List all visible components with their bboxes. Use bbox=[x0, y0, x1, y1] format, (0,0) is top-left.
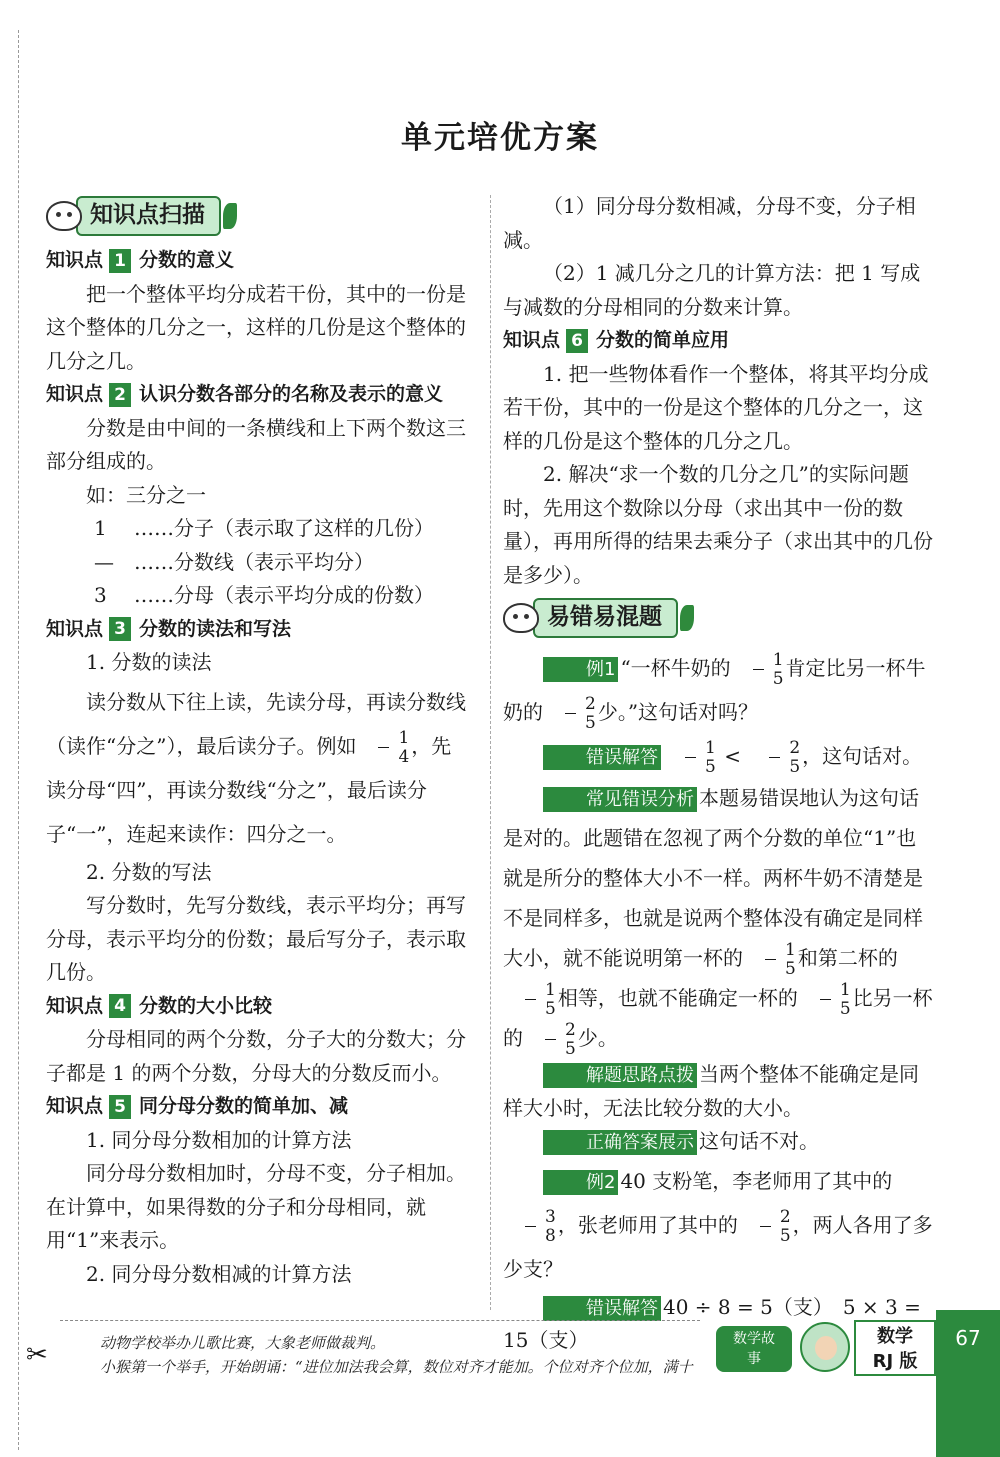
fraction-numerator: 1 bbox=[785, 940, 796, 960]
idea-tag: 解题思路点拨 bbox=[543, 1063, 697, 1088]
fraction-numerator: 1 bbox=[705, 738, 716, 758]
text: 相等，也就不能确定一杯的 bbox=[557, 986, 798, 1010]
paragraph: （2）1 减几分之几的计算方法：把 1 写成与减数的分母相同的分数来计算。 bbox=[503, 261, 921, 319]
text: ，张老师用了其中的 bbox=[557, 1212, 738, 1237]
paragraph: （1）同分母分数相减，分母不变，分子相减。 bbox=[503, 194, 916, 252]
page-number: 67 bbox=[936, 1310, 1000, 1457]
paragraph: 同分母分数相加时，分母不变，分子相加。在计算中，如果得数的分子和分母相同，就用“1”来表示。 bbox=[46, 1161, 466, 1252]
paragraph: 把一个整体平均分成若干份，其中的一份是这个整体的几分之一，这样的几份是这个整体的几分之几。 bbox=[46, 281, 466, 373]
cut-line bbox=[18, 30, 19, 1450]
correct-answer bbox=[503, 1125, 933, 1159]
fraction bbox=[505, 1208, 556, 1245]
avatar bbox=[800, 1322, 850, 1372]
fraction-denominator: 5 bbox=[839, 999, 851, 1019]
dog-face-icon bbox=[46, 201, 82, 231]
kp-prefix: 知识点 bbox=[46, 1095, 104, 1117]
fraction-numerator: 1 bbox=[398, 727, 410, 748]
subject-name: 数学 bbox=[877, 1326, 913, 1347]
text: 和第二杯的 bbox=[797, 946, 898, 970]
example-tag: 例1 bbox=[543, 657, 618, 682]
kp-prefix: 知识点 bbox=[46, 249, 104, 271]
text: 当两个整体不能确定是同样大小时，无法比较分数的大小。 bbox=[503, 1062, 919, 1120]
fraction bbox=[740, 1208, 791, 1245]
story-line-2: 小猴第一个举手，开始朗诵：“进位加法我会算，数位对齐才能加。个位对齐个位加，满十 bbox=[100, 1358, 693, 1376]
footer-rule bbox=[60, 1320, 700, 1321]
fraction bbox=[665, 739, 716, 776]
dog-face-icon bbox=[503, 603, 539, 633]
math-story-badge bbox=[716, 1326, 792, 1372]
less-than-sign: < bbox=[724, 744, 741, 768]
kp-title: 同分母分数的简单加、减 bbox=[139, 1095, 349, 1117]
section-badge-knowledge bbox=[46, 190, 471, 242]
fraction-numerator: 1 bbox=[839, 980, 851, 1000]
kp-number: 3 bbox=[109, 617, 131, 641]
kp-number: 6 bbox=[566, 329, 588, 353]
anno-text: ……分数线（表示平均分） bbox=[134, 549, 374, 574]
text: 这句话不对。 bbox=[699, 1129, 819, 1153]
scissors-icon: ✂ bbox=[26, 1340, 48, 1370]
paragraph: 2. 解决“求一个数的几分之几”的实际问题时，先用这个数除以分母（求出其中一份的数量），再用所得的结果去乘分子（求出其中的几份是多少）。 bbox=[503, 462, 933, 587]
fraction-numerator: 2 bbox=[779, 1206, 791, 1227]
fraction-denominator: 5 bbox=[585, 713, 596, 733]
kp-title: 分数的意义 bbox=[139, 249, 235, 271]
fraction-denominator: 5 bbox=[565, 1039, 576, 1059]
fraction-denominator: 5 bbox=[785, 959, 796, 979]
leaf-icon bbox=[223, 203, 237, 229]
text: ，两人各用了多少支？ bbox=[503, 1212, 933, 1281]
fraction-numerator: 1 bbox=[772, 650, 784, 670]
anno-symbol: 3 bbox=[94, 583, 107, 607]
text: 肯定比另一杯牛奶的 bbox=[503, 656, 926, 724]
fraction-denominator: 5 bbox=[789, 757, 801, 777]
subheading: 1. 同分母分数相加的计算方法 bbox=[86, 1127, 352, 1152]
knowledge-point-3 bbox=[46, 613, 471, 647]
fraction bbox=[545, 695, 596, 732]
wrong-answer-1 bbox=[503, 734, 933, 778]
column-divider bbox=[490, 195, 491, 1310]
kp-prefix: 知识点 bbox=[46, 617, 104, 640]
fraction bbox=[525, 1021, 576, 1058]
anno-text: ……分子（表示取了这样的几份） bbox=[134, 516, 434, 540]
anno-text: ……分母（表示平均分成的份数） bbox=[134, 583, 434, 607]
text: 比另一杯的 bbox=[503, 986, 933, 1050]
story-line-1: 动物学校举办儿歌比赛，大象老师做裁判。 bbox=[100, 1334, 386, 1352]
knowledge-point-2 bbox=[46, 378, 471, 412]
fraction bbox=[358, 729, 409, 766]
kp-prefix: 知识点 bbox=[46, 383, 104, 405]
fraction-numerator: 3 bbox=[545, 1206, 556, 1227]
text: 少。 bbox=[577, 1026, 618, 1050]
knowledge-point-4 bbox=[46, 990, 471, 1024]
page-title: 单元培优方案 bbox=[401, 120, 599, 156]
fraction-denominator: 5 bbox=[705, 757, 716, 777]
text: 40 支粉笔，李老师用了其中的 bbox=[620, 1168, 893, 1193]
story-label: 数学故事 bbox=[733, 1331, 775, 1367]
text: 读分数从下往上读，先读分母，再读分数线（读作“分之”），最后读分子。例如 bbox=[46, 689, 466, 758]
annotation-row bbox=[46, 512, 471, 546]
text: ，这句话对。 bbox=[802, 744, 923, 768]
subject-box bbox=[854, 1320, 936, 1376]
fraction-denominator: 5 bbox=[545, 999, 556, 1019]
fraction bbox=[800, 981, 851, 1018]
kp-title: 分数的读法和写法 bbox=[139, 617, 292, 640]
fraction-numerator: 2 bbox=[585, 694, 596, 714]
example-2 bbox=[503, 1159, 933, 1291]
edition-label: RJ 版 bbox=[872, 1351, 918, 1372]
text: 40 ÷ 8 = 5（支） 5 × 3 = 15（支） bbox=[503, 1294, 921, 1352]
fraction bbox=[745, 941, 796, 978]
common-error-analysis bbox=[503, 778, 933, 1058]
subheading: 1. 分数的读法 bbox=[86, 650, 212, 674]
kp-prefix: 知识点 bbox=[46, 994, 104, 1017]
text: 本题易错误地认为这句话是对的。此题错在忽视了两个分数的单位“1”也就是所分的整体大小不一样。两杯牛奶不清楚是不是同样多，也就是说两个整体没有确定是同样大小，就不能说明第一杯的 bbox=[503, 786, 923, 970]
fraction-denominator: 5 bbox=[772, 669, 784, 689]
solution-idea bbox=[503, 1058, 933, 1125]
kp-number: 2 bbox=[109, 383, 131, 407]
knowledge-point-6 bbox=[503, 324, 933, 358]
fraction-denominator: 8 bbox=[545, 1225, 556, 1246]
annotation-row bbox=[46, 579, 471, 613]
leaf-icon bbox=[680, 605, 694, 631]
wrong-answer-tag: 错误解答 bbox=[543, 1296, 661, 1321]
text: 少。”这句话对吗？ bbox=[597, 700, 759, 724]
example-line: 如：三分之一 bbox=[86, 482, 206, 507]
kp-number: 4 bbox=[109, 994, 131, 1018]
kp-title: 分数的大小比较 bbox=[139, 994, 273, 1017]
knowledge-point-5 bbox=[46, 1090, 471, 1124]
paragraph bbox=[46, 680, 471, 856]
wrong-answer-tag: 错误解答 bbox=[543, 745, 661, 770]
correct-tag: 正确答案展示 bbox=[543, 1130, 697, 1155]
kp-prefix: 知识点 bbox=[503, 329, 561, 351]
fraction-numerator: 2 bbox=[789, 738, 801, 758]
common-error-tag: 常见错误分析 bbox=[543, 787, 697, 812]
knowledge-point-1 bbox=[46, 244, 471, 278]
section-label: 知识点扫描 bbox=[76, 196, 221, 236]
footer bbox=[60, 1318, 1000, 1376]
anno-symbol: — bbox=[94, 549, 114, 574]
left-column bbox=[46, 190, 471, 1291]
kp-title: 认识分数各部分的名称及表示的意义 bbox=[139, 383, 444, 405]
fraction-numerator: 1 bbox=[545, 980, 556, 1000]
annotation-row bbox=[46, 546, 471, 580]
paragraph: 写分数时，先写分数线，表示平均分；再写分母，表示平均分的份数；最后写分子，表示取几份。 bbox=[46, 893, 466, 984]
right-column bbox=[503, 190, 933, 1358]
kp-number: 5 bbox=[109, 1095, 131, 1119]
example-tag: 例2 bbox=[543, 1170, 618, 1195]
paragraph: 分母相同的两个分数，分子大的分数大；分子都是 1 的两个分数，分母大的分数反而小。 bbox=[46, 1027, 466, 1085]
example-1 bbox=[503, 646, 933, 734]
paragraph: 1. 把一些物体看作一个整体，将其平均分成若干份，其中的一份是这个整体的几分之一，这样的几份是这个整体的几分之几。 bbox=[503, 361, 929, 453]
text: “一杯牛奶的 bbox=[620, 656, 731, 680]
fraction-numerator: 2 bbox=[565, 1020, 576, 1040]
section-badge-errors bbox=[503, 592, 933, 644]
fraction bbox=[749, 739, 800, 776]
kp-number: 1 bbox=[109, 249, 131, 273]
kp-title: 分数的简单应用 bbox=[596, 329, 730, 351]
fraction bbox=[505, 981, 556, 1018]
text: ，先读分母“四”，再读分数线“分之”，最后读分子“一”，连起来读作：四分之一。 bbox=[46, 733, 452, 846]
fraction bbox=[733, 651, 784, 688]
paragraph: 分数是由中间的一条横线和上下两个数这三部分组成的。 bbox=[46, 415, 466, 473]
subheading: 2. 分数的写法 bbox=[86, 859, 212, 884]
fraction-denominator: 4 bbox=[398, 746, 410, 767]
section-label: 易错易混题 bbox=[533, 598, 678, 638]
fraction-denominator: 5 bbox=[779, 1225, 791, 1246]
anno-symbol: 1 bbox=[94, 516, 107, 540]
subheading: 2. 同分母分数相减的计算方法 bbox=[86, 1261, 352, 1286]
